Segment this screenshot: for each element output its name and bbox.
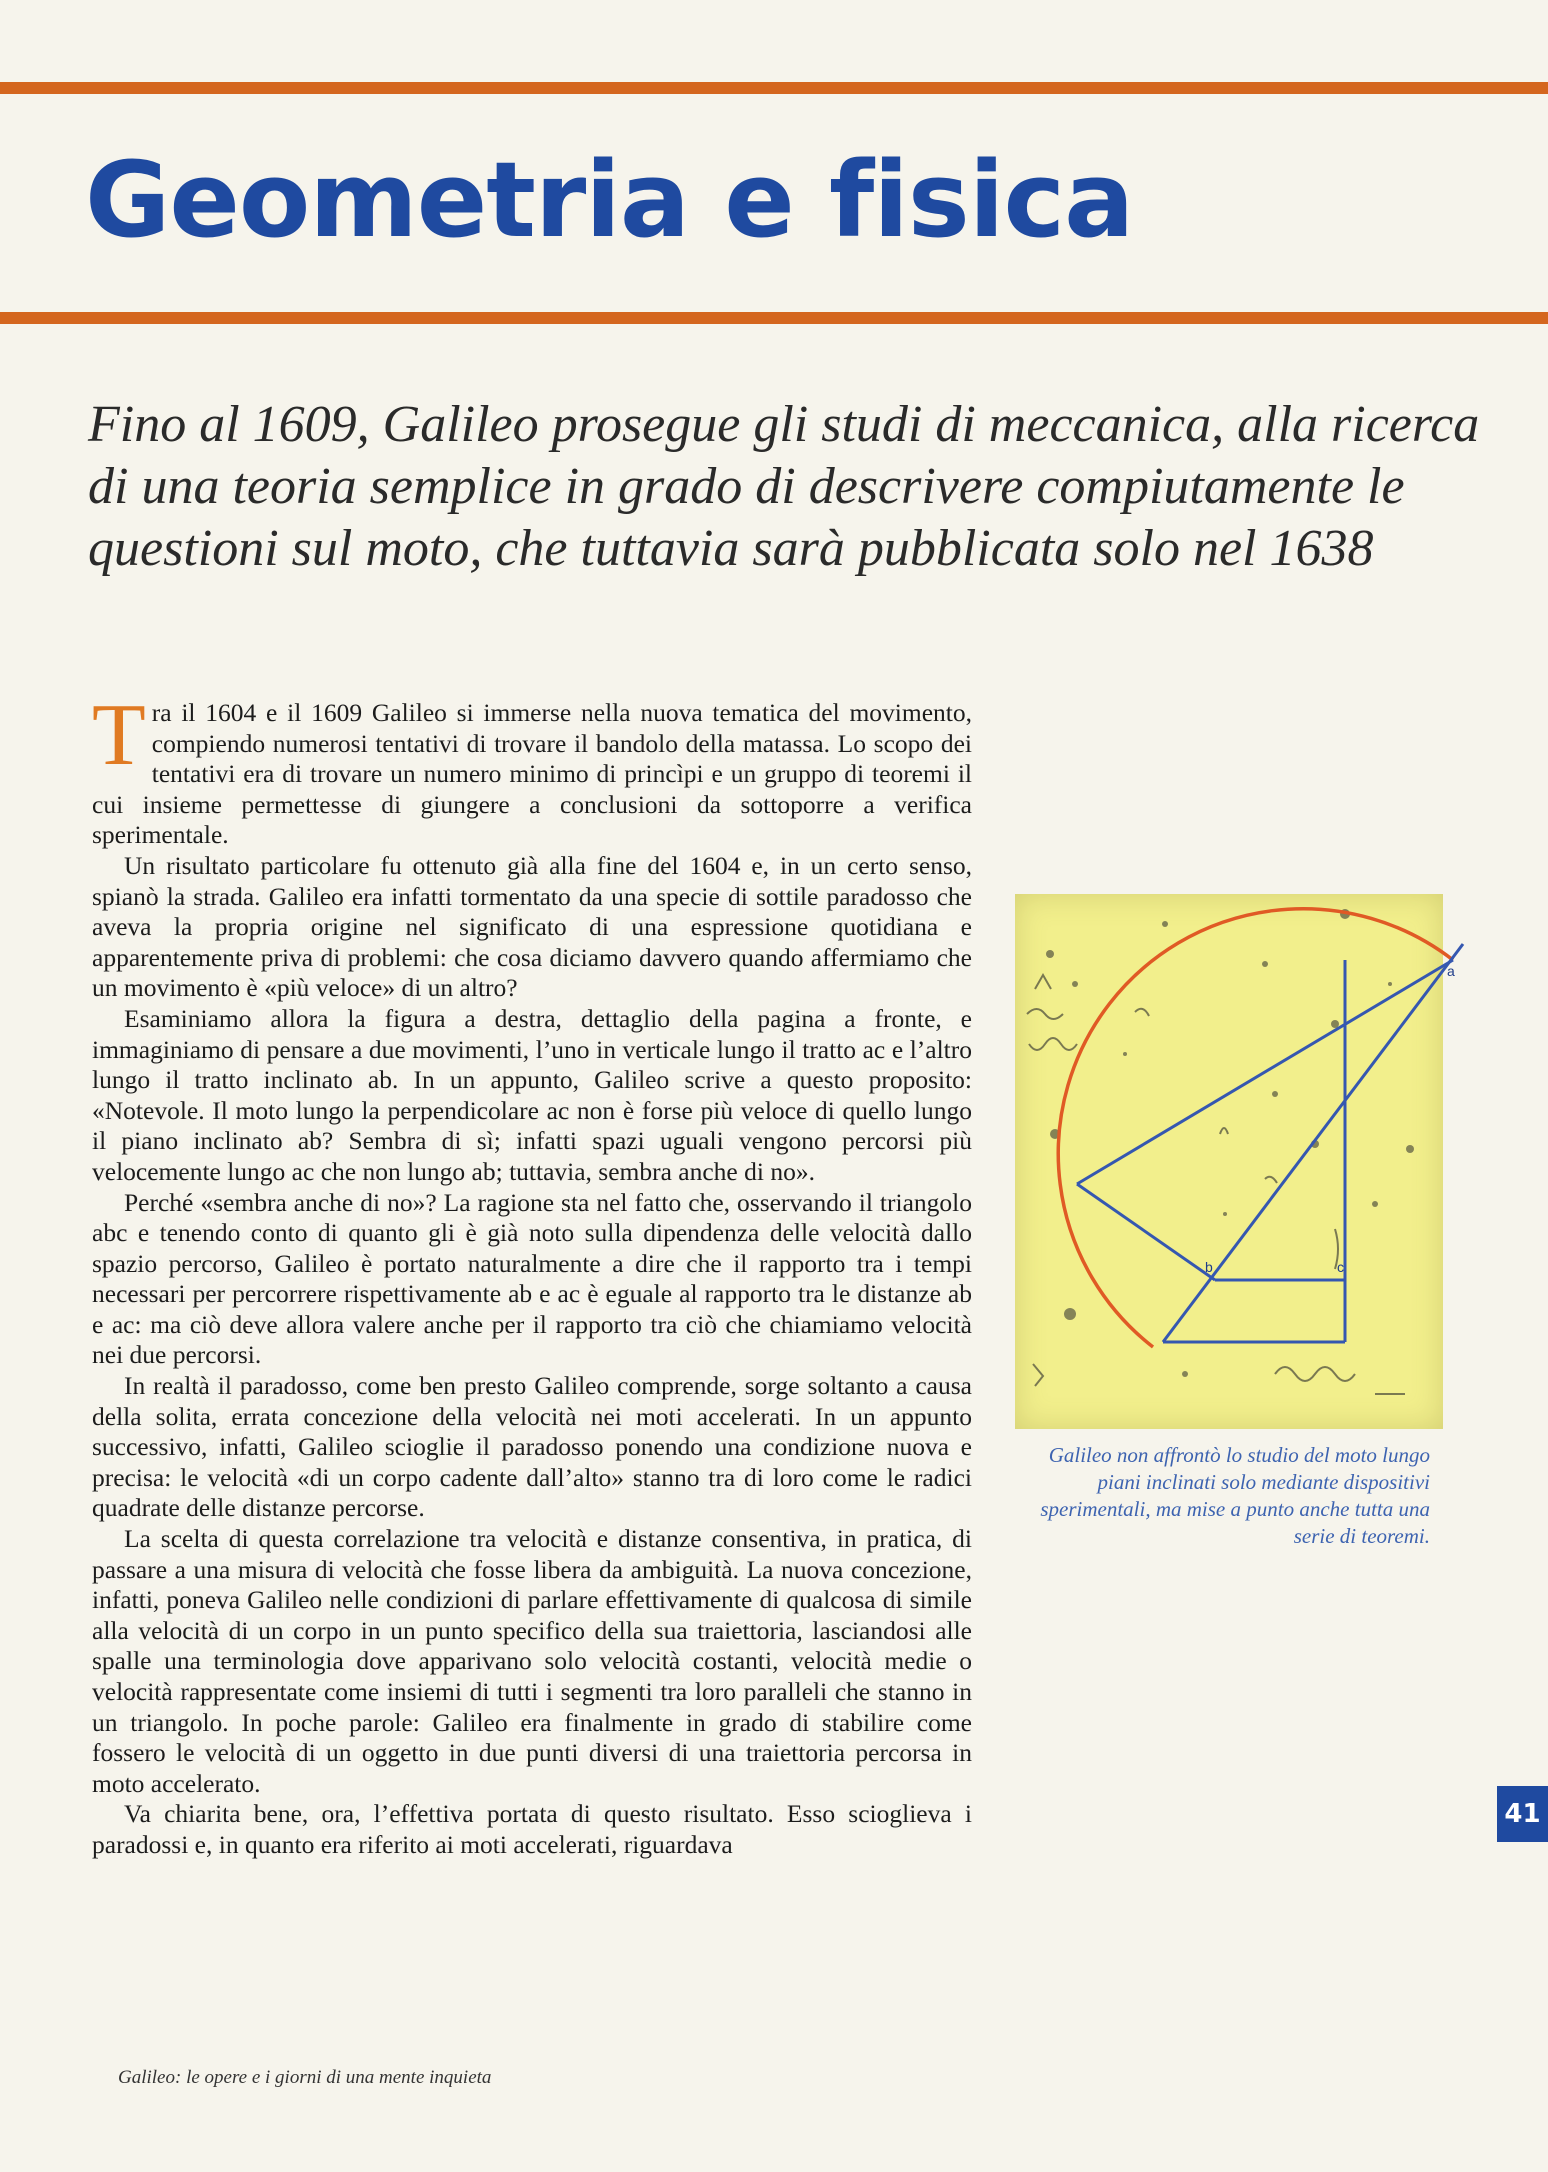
label-a: a (1447, 963, 1455, 979)
label-c: c (1337, 1259, 1344, 1275)
figure-caption: Galileo non affrontò lo studio del moto lungo piani inclinati solo mediante dispositivi sperimentali, ma mise a punto anche tutta una serie di teoremi. (1040, 1443, 1430, 1548)
article-paragraph-6: La scelta di questa correlazione tra velocità e distanze consentiva, in pratica, di passare a una misura di velocità che fosse libera da ambiguità. La nuova concezione, infatti, poneva Galileo nelle condizioni di parlare effettivamente di qualcosa di simile alla velocità di un corpo in un punto specifico della sua traiettoria, lasciandosi alle spalle una terminologia dove apparivano solo velocità costanti, velocità medie o velocità rappresentate come insiemi di tutti i segmenti tra loro paralleli che stanno in un triangolo. In poche parole: Galileo era finalmente in grado di stabilire come fossero le velocità di un oggetto in due punti diversi di una traiettoria percorsa in moto accelerato. (92, 1524, 972, 1798)
geometric-lines (1077, 944, 1463, 1342)
article-paragraph-2: Un risultato particolare fu ottenuto già alla fine del 1604 e, in un certo senso, spianò la strada. Galileo era infatti tormentato da una specie di sottile paradosso che aveva la propria origine nel significato di una espressione quotidiana e apparentemente priva di problemi: che cosa diciamo davvero quando affermiamo che un movimento è «più veloce» di un altro? (92, 850, 972, 1003)
article-paragraph-5: In realtà il paradosso, come ben presto Galileo comprende, sorge soltanto a causa della solita, errata concezione della velocità nei moti accelerati. In un appunto successivo, infatti, Galileo scioglie il paradosso ponendo una condizione nuova e precisa: le velocità «di un corpo cadente dall’alto» stanno tra di loro come le radici quadrate delle distanze percorse. (92, 1371, 972, 1523)
label-b: b (1205, 1259, 1213, 1275)
paragraph-1-text: ra il 1604 e il 1609 Galileo si immerse nella nuova tematica del movimento, compiendo numerosi tentativi di trovare il bandolo della matassa. Lo scopo dei tentativi era di trovare un numero minimo di princìpi e un gruppo di teoremi il cui insieme permettesse di giungere a conclusioni da sottoporre a verifica sperimentale. (92, 698, 972, 850)
article-body (92, 687, 972, 1861)
manuscript-diagram (1015, 894, 1455, 1429)
page-title: Geometria e fisica (85, 139, 1134, 261)
top-orange-rule (0, 82, 1548, 94)
manuscript-ink-marks (1046, 909, 1414, 1377)
article-paragraph-4: Perché «sembra anche di no»? La ragione sta nel fatto che, osservando il triangolo abc e tenendo conto di quanto gli è già noto sulla dipendenza delle velocità dallo spazio percorso, Galileo è portato naturalmente a dire che il rapporto tra i tempi necessari per percorrere rispettivamente ab e ac è eguale al rapporto tra le distanze ab e ac: ma ciò deve allora valere anche per il rapporto tra ciò che chiamiamo velocità nei due percorsi. (92, 1187, 972, 1370)
title-underline-rule (0, 312, 1548, 324)
page-subtitle: Fino al 1609, Galileo prosegue gli studi di meccanica, alla ricerca di una teoria semplice in grado di descrivere compiutamente le questioni sul moto, che tuttavia sarà pubblicata solo nel 1638 (88, 396, 1480, 577)
drop-cap: T (92, 687, 146, 784)
article-paragraph-1 (92, 687, 972, 851)
article-paragraph-7: Va chiarita bene, ora, l’effettiva portata di questo risultato. Esso scioglieva i paradossi e, in quanto era riferito ai moti accelerati, riguardava (92, 1799, 972, 1859)
galileo-manuscript-figure (1015, 894, 1455, 1429)
manuscript-handwriting (1027, 975, 1405, 1394)
page-number-badge: 41 (1497, 1786, 1548, 1842)
article-paragraph-3: Esaminiamo allora la figura a destra, dettaglio della pagina a fronte, e immaginiamo di pensare a due movimenti, l’uno in verticale lungo il tratto ac e l’altro lungo il tratto inclinato ab. In un appunto, Galileo scrive a questo proposito: «Notevole. Il moto lungo la perpendicolare ac non è forse più veloce di quello lungo il piano inclinato ab? Sembra di sì; infatti spazi uguali vengono percorsi più velocemente lungo ac che non lungo ab; tuttavia, sembra anche di no». (92, 1003, 972, 1186)
running-footer: Galileo: le opere e i giorni di una mente inquieta (118, 2067, 492, 2088)
